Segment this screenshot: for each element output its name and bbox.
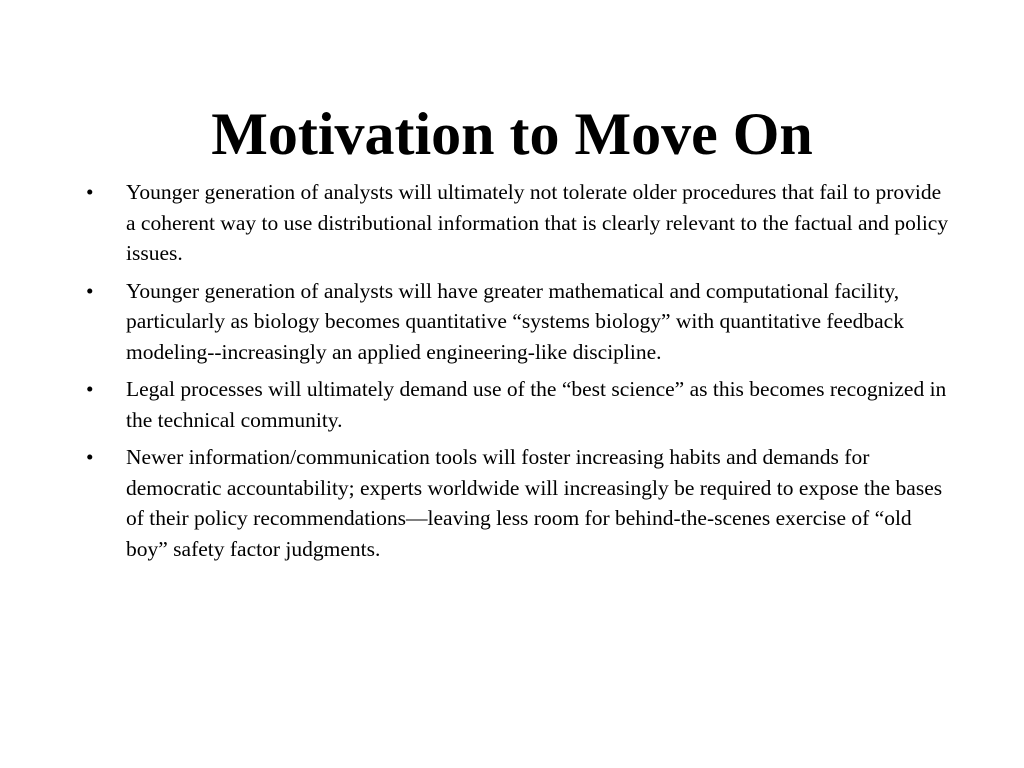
bullet-text: Legal processes will ultimately demand use of the “best science” as this becomes recognized in the technical community. xyxy=(126,377,947,432)
bullet-text: Younger generation of analysts will have greater mathematical and computational facility, particularly as biology becomes quantitative “systems biology” with quantitative feedback modeling--increasingly an applied engineering-like discipline. xyxy=(126,278,904,364)
bullet-text: Younger generation of analysts will ultimately not tolerate older procedures that fail to provide a coherent way to use distributional information that is clearly relevant to the factual and policy issues. xyxy=(126,180,949,265)
bullet-item xyxy=(86,442,956,564)
bullet-marker: • xyxy=(86,278,94,303)
bullet-text: Newer information/communication tools will foster increasing habits and demands for democratic accountability; experts worldwide will increasingly be required to expose the bases of their policy recommendations—leaving less room for behind-the-scenes exercise of “old boy” safety factor judgments. xyxy=(126,445,943,561)
bullet-item xyxy=(86,276,956,368)
bullet-item xyxy=(86,177,956,269)
bullet-item xyxy=(86,374,956,435)
bullet-marker: • xyxy=(86,445,94,469)
slide-title: Motivation to Move On xyxy=(211,101,813,167)
bullet-marker: • xyxy=(86,377,94,401)
bullet-list xyxy=(86,177,956,571)
bullet-marker: • xyxy=(86,180,94,204)
